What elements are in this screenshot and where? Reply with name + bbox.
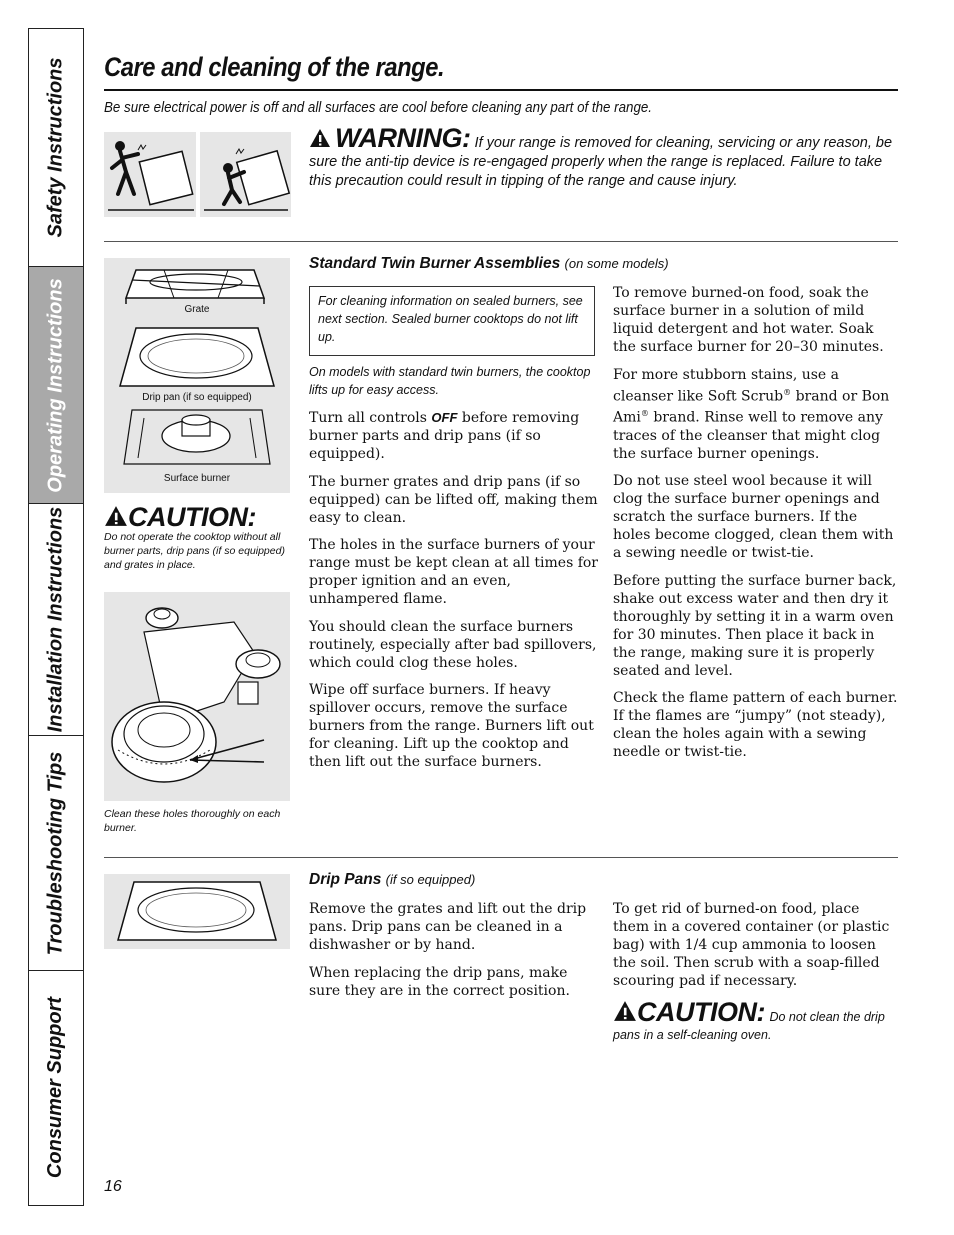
cleanser-text-b: brand or Bon Ami (613, 388, 890, 426)
body-paragraph: When replacing the drip pans, make sure they are in the correct position. (309, 964, 570, 999)
sealed-burner-note-box (309, 286, 595, 356)
anti-tip-figure-1 (104, 132, 196, 217)
tab-label: Troubleshooting Tips (44, 751, 67, 955)
body-paragraph: The holes in the surface burners of your range must be kept clean at all times for proper ignition and an even, unhampered flame. (309, 537, 599, 607)
body-paragraph: Wipe off surface burners. If heavy spillover occurs, remove the surface burners from the range. Burners lift out for cleaning. Lift up the cooktop and then lift out the surface burners. (309, 682, 594, 770)
twin-right-column (613, 284, 899, 771)
body-paragraph: To get rid of burned-on food, place them in a covered container (or plastic bag) with 1/4 cup ammonia to loosen the soil. Then scrub with a soap-filled scouring pad if necessary. (613, 901, 890, 989)
body-paragraph: Do not use steel wool because it will clog the surface burner openings and scratch the surface burners. If the holes become clogged, clean them with a sewing needle or twist-tie. (613, 473, 894, 562)
body-paragraph: The burner grates and drip pans (if so equipped) can be lifted off, making them easy to clean. (309, 473, 598, 526)
drip-right-column (613, 900, 899, 1044)
section-tabs (28, 28, 84, 1206)
title-rule (104, 89, 898, 91)
intro-text: Be sure electrical power is off and all surfaces are cool before cleaning any part of the range. (104, 100, 652, 116)
body-paragraph: You should clean the surface burners routinely, especially after bad spillovers, which could clog these holes. (309, 618, 597, 671)
surface-burner-caption: Surface burner (163, 473, 231, 484)
caution-triangle-icon (104, 505, 128, 527)
surface-burner-drawing (124, 410, 270, 464)
burner-parts-figure (104, 258, 290, 493)
tab-safety-instructions[interactable] (29, 29, 83, 267)
cleanser-text-c: brand. Rinse well to remove any traces of the cleanser that might clog the surface burner openings. (613, 409, 883, 462)
turn-before-text: Turn all controls (309, 410, 427, 426)
warning-triangle-icon (309, 128, 331, 148)
person-tipping-range-icon (104, 132, 196, 217)
section-rule (104, 857, 898, 858)
twin-burner-heading (309, 255, 669, 273)
twin-left-column (309, 363, 599, 781)
turn-controls-paragraph (309, 409, 599, 463)
page-number: 16 (104, 1178, 122, 1195)
tab-label: Installation Instructions (44, 506, 67, 733)
warning-word: WARNING: (335, 123, 471, 153)
body-paragraph: To remove burned-on food, soak the surface burner in a solution of mild liquid detergent and hot water. Soak the surface burner for 20–30 minutes. (613, 285, 884, 355)
grate-drawing (126, 270, 264, 304)
drip-pan-figure (104, 874, 290, 949)
twin-burner-title: Standard Twin Burner Assemblies (309, 255, 561, 272)
drip-pans-subtitle: (if so equipped) (385, 872, 476, 887)
body-paragraph: Before putting the surface burner back, shake out excess water and then dry it thoroughly by setting it in a warm oven for 30 minutes. Then place it back in the range, making sure it is properly seated and level. (613, 572, 897, 679)
burner-parts-drawing (104, 258, 290, 493)
turn-after-text: before removing burner parts and drip pans (if so equipped). (309, 410, 580, 462)
registered-mark: ® (640, 409, 649, 419)
caution-word: CAUTION: (128, 502, 256, 532)
child-climbing-range-icon (200, 132, 291, 217)
tab-troubleshooting-tips[interactable] (29, 736, 83, 971)
sealed-burner-note: For cleaning information on sealed burners, see next section. Sealed burner cooktops do not lift up. (318, 294, 583, 344)
caution-triangle-icon (613, 1000, 637, 1022)
warning-block (309, 123, 899, 191)
drip-caution (613, 996, 899, 1044)
caution-text: Do not operate the cooktop without all burner parts, drip pans (if so equipped) and grates in place. (104, 531, 285, 571)
caution-heading (104, 502, 256, 533)
grate-caption: Grate (184, 304, 210, 315)
caution-text: Do not clean the drip pans in a self-cleaning oven. (613, 1009, 885, 1042)
tab-operating-instructions[interactable] (29, 267, 83, 504)
off-label: OFF (431, 410, 458, 425)
drip-pan-caption: Drip pan (if so equipped) (142, 392, 252, 403)
burner-holes-drawing (104, 592, 290, 801)
tab-label: Safety Instructions (44, 57, 67, 238)
models-note: On models with standard twin burners, the cooktop lifts up for easy access. (309, 365, 591, 397)
drip-left-column (309, 900, 591, 1009)
drip-pans-title: Drip Pans (309, 871, 382, 888)
warning-text: If your range is removed for cleaning, servicing or any reason, be sure the anti-tip device is re-engaged properly when the range is replaced. Failure to take this precaution could result in tipping of the range and cause injury. (309, 135, 893, 189)
cleanser-text-a: For more stubborn stains, use a cleanser like Soft Scrub (613, 366, 840, 405)
page-title: Care and cleaning of the range. (104, 52, 445, 82)
tab-consumer-support[interactable] (29, 971, 83, 1204)
registered-mark: ® (783, 387, 792, 397)
drip-pans-heading (309, 871, 475, 889)
body-paragraph: Check the flame pattern of each burner. If the flames are “jumpy” (not steady), clean the holes again with a sewing needle or twist-tie. (613, 690, 898, 761)
twin-burner-subtitle: (on some models) (564, 256, 669, 271)
caution-word: CAUTION: (637, 996, 765, 1027)
tab-installation-instructions[interactable] (29, 504, 83, 736)
holes-caption: Clean these holes thoroughly on each burner. (104, 808, 281, 834)
anti-tip-figure-2 (200, 132, 291, 217)
burner-holes-figure (104, 592, 290, 801)
drip-pan-drawing (120, 328, 274, 386)
body-paragraph: Remove the grates and lift out the drip pans. Drip pans can be cleaned in a dishwasher or by hand. (309, 901, 587, 953)
tab-label: Operating Instructions (44, 277, 67, 493)
drip-pan-drawing (104, 874, 290, 949)
section-rule (104, 241, 898, 242)
tab-label: Consumer Support (44, 996, 67, 1179)
cleanser-paragraph (613, 366, 899, 463)
